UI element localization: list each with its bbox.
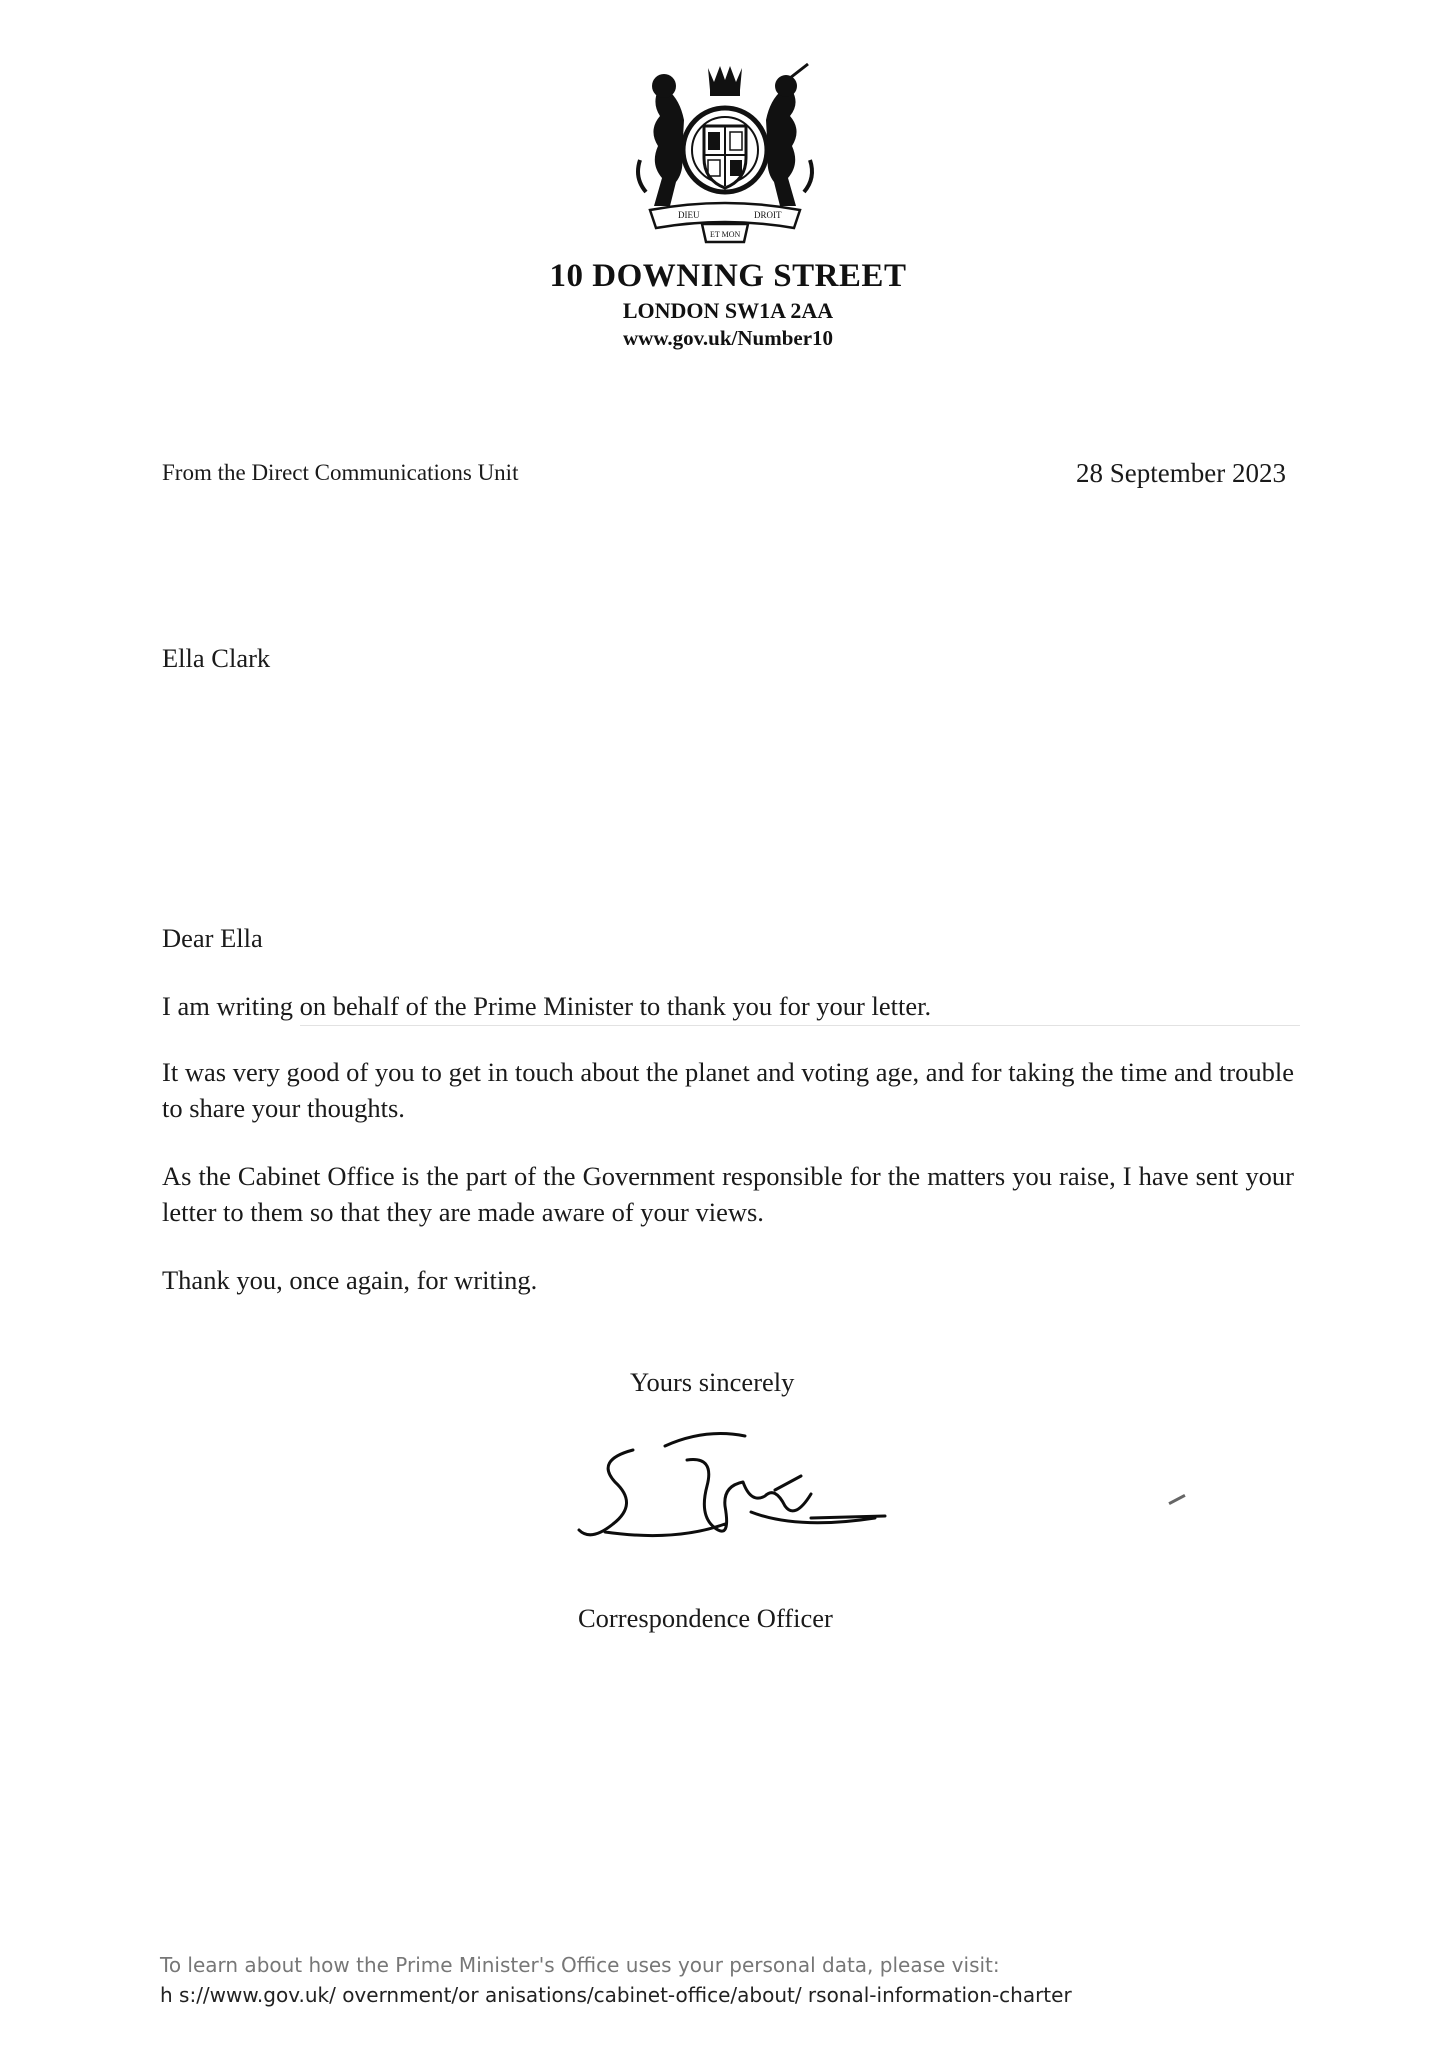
salutation: Dear Ella — [162, 923, 263, 953]
svg-text:DIEU: DIEU — [678, 210, 700, 220]
scan-line — [300, 1025, 1300, 1026]
paper-mark — [1168, 1494, 1185, 1505]
handwritten-signature-icon — [575, 1420, 905, 1565]
body-paragraph-4: Thank you, once again, for writing. — [162, 1265, 538, 1295]
closing: Yours sincerely — [630, 1367, 795, 1397]
royal-coat-of-arms-icon — [630, 60, 820, 250]
letterhead-address: LONDON SW1A 2AA — [622, 298, 834, 323]
letterhead-title: 10 DOWNING STREET — [549, 258, 907, 294]
body-paragraph-1: I am writing on behalf of the Prime Minister to thank you for your letter. — [162, 991, 932, 1021]
letter-date: 28 September 2023 — [1076, 458, 1286, 488]
body-paragraph-3: As the Cabinet Office is the part of the Government responsible for the matters you raise, I have sent your letter to them so that they are made aware of your views. — [162, 1161, 1294, 1227]
svg-text:ET MON: ET MON — [710, 230, 741, 239]
privacy-notice: To learn about how the Prime Minister's Office uses your personal data, please visit: — [160, 1953, 1000, 1977]
signatory-role: Correspondence Officer — [578, 1603, 833, 1633]
sender-unit: From the Direct Communications Unit — [162, 460, 519, 485]
body-paragraph-2: It was very good of you to get in touch about the planet and voting age, and for taking the time and trouble to share your thoughts. — [162, 1057, 1294, 1123]
svg-text:DROIT: DROIT — [754, 210, 782, 220]
privacy-link[interactable]: h s://www.gov.uk/ overnment/or anisations/cabinet-office/about/ rsonal-information-charter — [160, 1983, 1072, 2007]
letterhead-website: www.gov.uk/Number10 — [622, 326, 834, 350]
recipient-name: Ella Clark — [162, 643, 271, 673]
